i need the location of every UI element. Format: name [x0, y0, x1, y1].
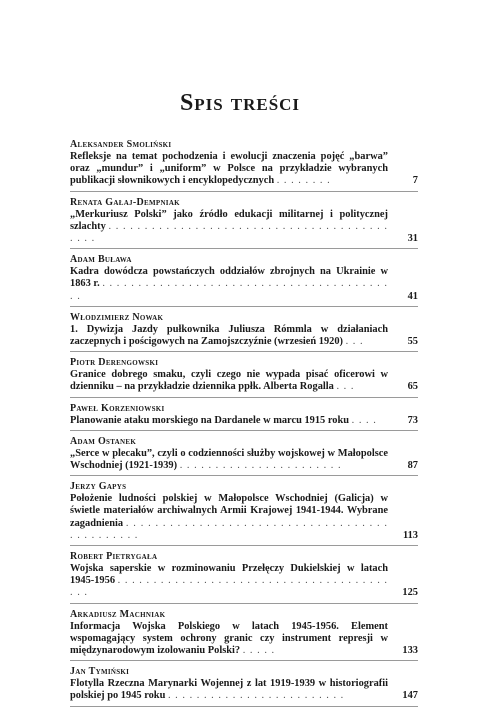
- toc-page-number: 113: [402, 529, 418, 541]
- toc-title: [70, 621, 418, 658]
- toc-entry-9[interactable]: [70, 551, 418, 604]
- toc-title-text: Refleksje na temat pochodzenia i ewolucji znaczenia pojęć „barwa” oraz „mundur” i „uniform” w Polsce na przykładzie wybranych publikacji słownikowych i encyklopedycznych: [70, 151, 388, 187]
- toc-page-number: 147: [402, 690, 418, 702]
- toc-entry-7[interactable]: [70, 436, 418, 476]
- toc-author: Jan Tymiński: [70, 666, 130, 678]
- toc-title-text: Kadra dowódcza powstańczych oddziałów zbrojnych na Ukrainie w 1863 r.: [70, 266, 388, 290]
- toc-leader-dots: . . . . . . . .: [276, 175, 331, 187]
- toc-author: Renata Gałaj-Dempniak: [70, 196, 180, 208]
- toc-entry-5[interactable]: [70, 357, 418, 397]
- toc-author: Piotr Derengowski: [70, 357, 159, 369]
- toc-title: [70, 448, 418, 472]
- table-of-contents: [70, 139, 418, 712]
- toc-author: Aleksander Smoliński: [70, 139, 172, 150]
- toc-leader-dots: . . . . . . . . . . . . . . . . . . . . . . . . . . . . . . . . . . . . . . . . .: [70, 575, 388, 599]
- toc-author: Jerzy Gapys: [70, 481, 127, 493]
- toc-entry-8[interactable]: [70, 481, 418, 546]
- toc-title: [70, 324, 418, 348]
- toc-leader-dots: . . . . . . . . . . . . . . . . . . . . . . .: [179, 460, 342, 472]
- page-title: Spis treści: [179, 90, 301, 116]
- toc-page-number: 133: [402, 645, 418, 657]
- toc-leader-dots: . . .: [336, 381, 355, 393]
- toc-leader-dots: . . . . . . . . . . . . . . . . . . . . . . . . . . . . . . . . . . . . . . . . . .: [70, 278, 388, 302]
- toc-author: Adam Buława: [70, 254, 132, 266]
- toc-title-text: Flotylla Rzeczna Marynarki Wojennej z lat 1919-1939 w historiografii polskiej po 1945 roku: [70, 678, 388, 702]
- toc-title-text: Informacja Wojska Polskiego w latach 1945-1956. Element wspomagający system ochrony granic czy instrument represji w międzynarodowym izolowaniu Polski?: [70, 620, 388, 657]
- toc-title: [70, 678, 418, 702]
- toc-title-text: Wojska saperskie w rozminowaniu Przełęczy Dukielskiej w latach 1945-1956: [70, 563, 388, 587]
- toc-leader-dots: . . . . . . . . . . . . . . . . . . . . . . . . . . . . . . . . . . . . . . . . . . .: [70, 220, 388, 245]
- toc-title-text: Planowanie ataku morskiego na Dardanele w marcu 1915 roku: [70, 414, 350, 426]
- toc-entry-2[interactable]: [70, 197, 418, 250]
- toc-author: Paweł Korzeniowski: [70, 402, 165, 414]
- toc-author: Arkadiusz Machniak: [70, 608, 166, 620]
- toc-entry-10[interactable]: [70, 609, 418, 662]
- toc-leader-dots: . . . . .: [242, 645, 276, 657]
- toc-title-text: „Serce w plecaku”, czyli o codzienności służby wojskowej w Małopolsce Wschodniej (1921-1939): [70, 447, 388, 472]
- toc-entry-4[interactable]: [70, 312, 418, 352]
- toc-title: [70, 209, 418, 246]
- toc-entry-3[interactable]: [70, 254, 418, 307]
- toc-page-number: 65: [407, 381, 418, 393]
- toc-author: Włodzimierz Nowak: [70, 311, 164, 323]
- toc-leader-dots: . . .: [345, 336, 364, 348]
- toc-leader-dots: . . . . . . . . . . . . . . . . . . . . . . . . .: [167, 690, 345, 702]
- toc-entry-11[interactable]: [70, 666, 418, 706]
- toc-title-text: Granice dobrego smaku, czyli czego nie wypada pisać oficerowi w dzienniku – na przykładzie dziennika ppłk. Alberta Rogalla: [70, 369, 388, 393]
- toc-author: Robert Pietrygała: [70, 551, 158, 563]
- toc-title: [70, 493, 418, 542]
- toc-title-text: 1. Dywizja Jazdy pułkownika Juliusza Rómmla w działaniach zaczepnych i pościgowych na Zamojszczyźnie (wrzesień 1920): [70, 323, 388, 348]
- toc-page-number: 55: [407, 336, 418, 348]
- toc-leader-dots: . . . . . . . . . . . . . . . . . . . . . . . . . . . . . . . . . . . . . . . . . . . . . .: [70, 517, 388, 541]
- toc-title-text: „Merkuriusz Polski” jako źródło edukacji militarnej i politycznej szlachty: [70, 208, 388, 232]
- toc-page-number: 125: [402, 587, 418, 599]
- toc-title: [70, 563, 418, 600]
- toc-title: [70, 151, 418, 188]
- toc-leader-dots: . . . .: [351, 414, 377, 426]
- toc-title: [70, 415, 418, 427]
- toc-title: [70, 266, 418, 303]
- toc-page-number: 87: [407, 460, 418, 472]
- toc-entry-6[interactable]: [70, 403, 418, 431]
- toc-entry-1[interactable]: [70, 139, 418, 192]
- toc-title: [70, 369, 418, 393]
- toc-page-number: 41: [407, 290, 418, 302]
- toc-title-text: Położenie ludności polskiej w Małopolsce Wschodniej (Galicja) w świetle materiałów archiwalnych Armii Krajowej 1941-1944. Wybrane zagadnienia: [70, 493, 388, 529]
- toc-author: Adam Ostanek: [70, 435, 137, 447]
- toc-page-number: 31: [407, 233, 418, 245]
- toc-page-number: 7: [412, 175, 418, 187]
- toc-page-number: 73: [407, 414, 418, 426]
